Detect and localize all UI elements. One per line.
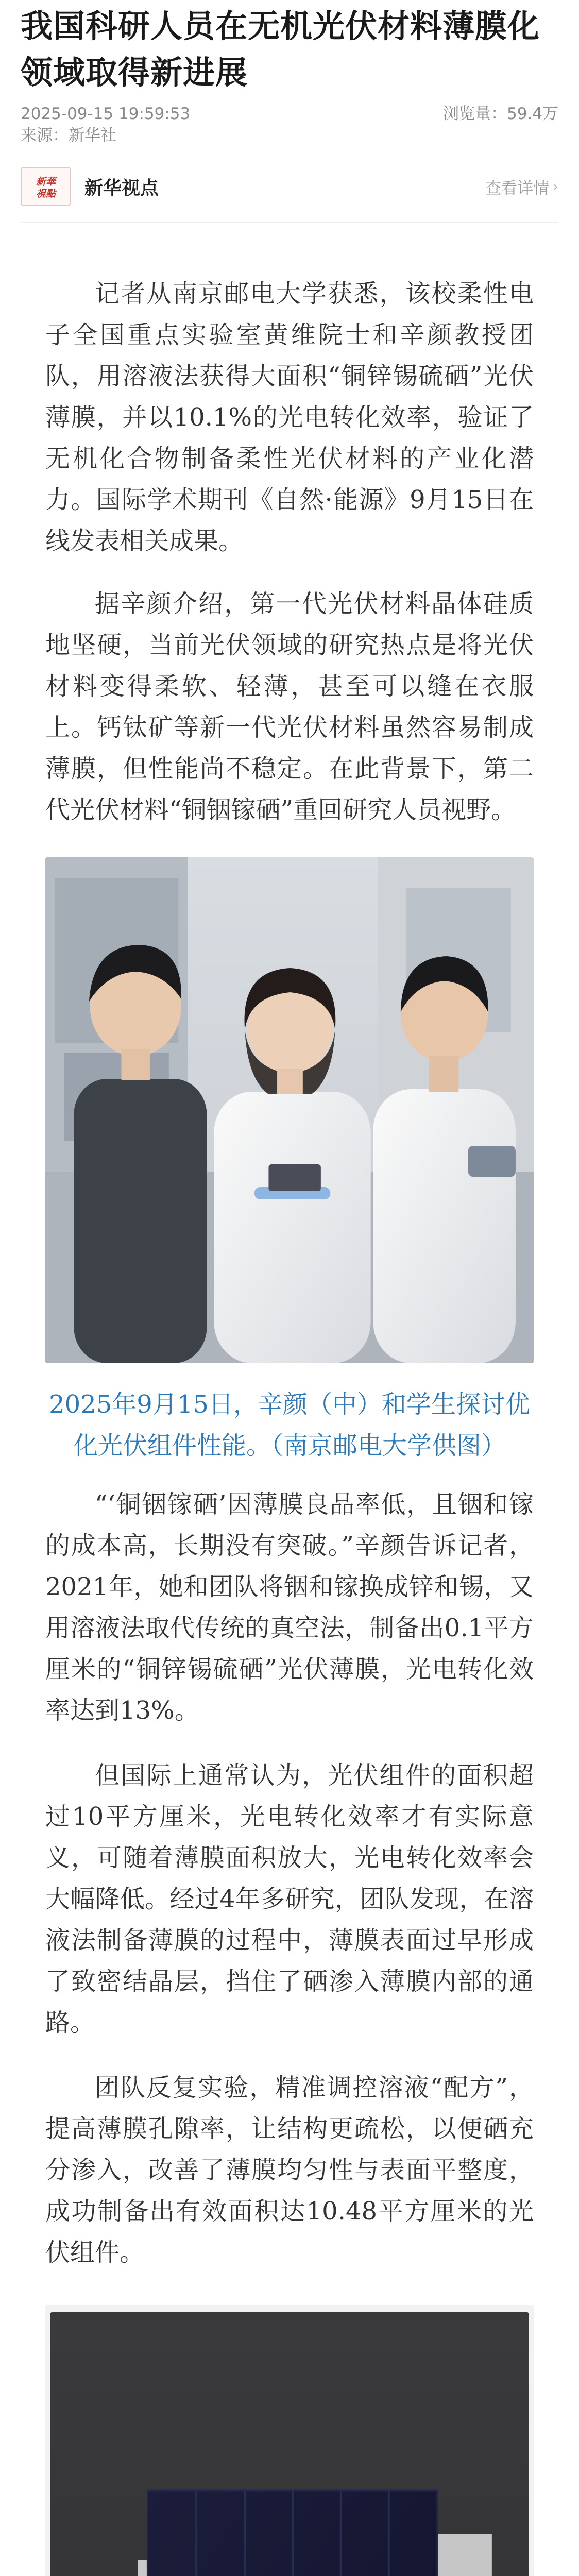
chevron-right-icon: › [552,177,558,196]
meta-row [21,103,558,125]
module-photo-image [45,2305,534,2576]
svg-text:新華: 新華 [36,176,56,188]
account-row[interactable] [21,167,558,223]
view-count: 浏览量：59.4万 [442,105,558,123]
article-body [21,273,558,2576]
paragraph: 团队反复实验，精准调控溶液“配方”，提高薄膜孔隙率，让结构更疏松，以便硒充分渗入，改善了薄膜均匀性与表面平整度，成功制备出有效面积达10.48平方厘米的光伏组件。 [45,2073,534,2267]
module-photo [45,2305,534,2576]
paragraph: “‘铜铟镓硒’因薄膜良品率低，且铟和镓的成本高，长期没有突破。”辛颜告诉记者，2021年，她和团队将铟和镓换成锌和锡，又用溶液法取代传统的真空法，制备出0.1平方厘米的“铜锌锡硫硒”光伏薄膜，光电转化效率达到13%。 [45,1490,534,1725]
xinhua-logo-icon [24,172,68,201]
account-name[interactable]: 新华视点 [84,177,159,199]
view-detail-label[interactable]: 查看详情 [485,179,549,198]
paragraph: 记者从南京邮电大学获悉，该校柔性电子全国重点实验室黄维院士和辛颜教授团队，用溶液法获得大面积“铜锌锡硫硒”光伏薄膜，并以10.1%的光电转化效率，验证了无机化合物制备柔性光伏材料的产业化潜力。国际学术期刊《自然·能源》9月15日在线发表相关成果。 [45,279,534,555]
publish-date: 2025-09-15 19:59:53 [21,105,191,123]
photo-caption: 2025年9月15日，辛颜（中）和学生探讨优化光伏组件性能。（南京邮电大学供图） [49,1390,530,1460]
paragraph: 据辛颜介绍，第一代光伏材料晶体硅质地坚硬，当前光伏领域的研究热点是将光伏材料变得柔软、轻薄，甚至可以缝在衣服上。钙钛矿等新一代光伏材料虽然容易制成薄膜，但性能尚不稳定。在此背景下，第二代光伏材料“铜铟镓硒”重回研究人员视野。 [45,589,534,824]
lab-photo [45,857,534,1363]
paragraph: 但国际上通常认为，光伏组件的面积超过10平方厘米，光电转化效率才有实际意义，可随着薄膜面积放大，光电转化效率会大幅降低。经过4年多研究，团队发现，在溶液法制备薄膜的过程中，薄膜表面过早形成了致密结晶层，挡住了硒渗入薄膜内部的通路。 [45,1761,534,2037]
view-detail-link[interactable] [485,175,558,198]
account-logo [21,167,71,206]
article-title: 我国科研人员在无机光伏材料薄膜化领域取得新进展 [21,7,540,91]
lab-photo-image [45,857,534,1363]
svg-text:視點: 視點 [36,188,56,199]
source-label: 来源：新华社 [21,126,116,145]
